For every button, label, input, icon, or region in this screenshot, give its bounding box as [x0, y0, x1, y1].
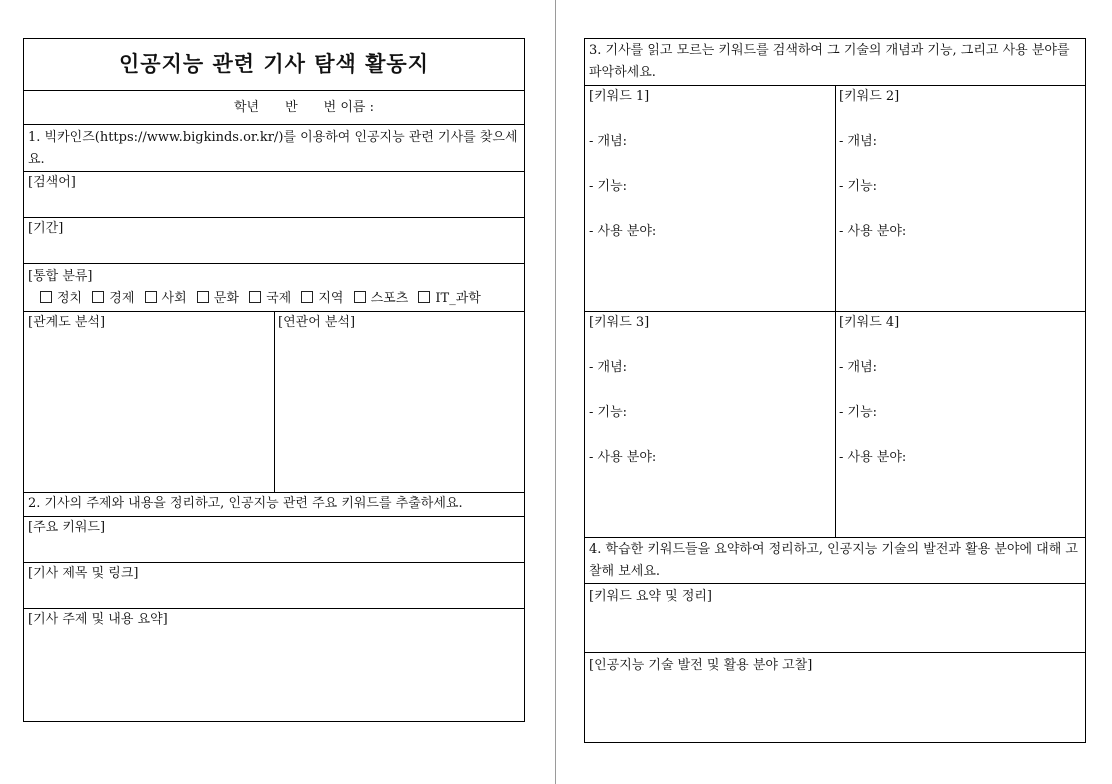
keywords-row-2: [585, 312, 1085, 538]
question-3-text: 3. 기사를 읽고 모르는 키워드를 검색하여 그 기술의 개념과 기능, 그리고 사용 분야를 파악하세요.: [589, 43, 1070, 80]
question-2-text: 2. 기사의 주제와 내용을 정리하고, 인공지능 관련 주요 키워드를 추출하세요.: [28, 496, 463, 511]
keyword-4-label: [키워드 4]: [839, 315, 900, 330]
keyword-4-concept: - 개념:: [839, 360, 878, 375]
search-term-row: [24, 172, 524, 218]
keyword-1-function: - 기능:: [589, 179, 628, 194]
checkbox-icon[interactable]: [301, 291, 313, 303]
keyword-divider: [835, 86, 836, 311]
related-words-label: [연관어 분석]: [278, 315, 356, 330]
main-keywords-label: [주요 키워드]: [28, 520, 106, 535]
article-summary-label: [기사 주제 및 내용 요약]: [28, 612, 168, 627]
category-option[interactable]: 스포츠: [354, 288, 409, 310]
question-1-text: 1. 빅카인즈(https://www.bigkinds.or.kr/)를 이용하여 인공지능 관련 기사를 찾으세요.: [28, 130, 518, 167]
worksheet-title: 인공지능 관련 기사 탐색 활동지: [119, 52, 429, 76]
relation-analysis-label: [관계도 분석]: [28, 315, 106, 330]
category-option[interactable]: 지역: [301, 288, 343, 310]
keyword-4-usage: - 사용 분야:: [839, 450, 907, 465]
main-keywords-row: [24, 517, 524, 563]
article-title-link-label: [기사 제목 및 링크]: [28, 566, 139, 581]
question-4-row: [585, 538, 1085, 584]
category-checkboxes: [40, 288, 487, 310]
keyword-3-usage: - 사용 분야:: [589, 450, 657, 465]
left-worksheet: [23, 38, 525, 722]
checkbox-icon[interactable]: [354, 291, 366, 303]
keyword-summary-row: [585, 584, 1085, 653]
keyword-1-label: [키워드 1]: [589, 89, 650, 104]
keyword-2-function: - 기능:: [839, 179, 878, 194]
keyword-4-function: - 기능:: [839, 405, 878, 420]
category-option[interactable]: 문화: [197, 288, 239, 310]
keyword-divider: [835, 312, 836, 537]
keyword-2-usage: - 사용 분야:: [839, 224, 907, 239]
keyword-3-concept: - 개념:: [589, 360, 628, 375]
article-title-row: [24, 563, 524, 609]
period-label: [기간]: [28, 221, 64, 236]
category-option[interactable]: 국제: [249, 288, 291, 310]
analysis-divider: [274, 312, 275, 492]
search-term-label: [검색어]: [28, 175, 76, 190]
keyword-2-label: [키워드 2]: [839, 89, 900, 104]
question-3-row: [585, 39, 1085, 86]
question-2-row: [24, 493, 524, 517]
analysis-row: [24, 312, 524, 493]
keyword-1-concept: - 개념:: [589, 134, 628, 149]
ai-consideration-row: [585, 653, 1085, 742]
category-label: [통합 분류]: [28, 269, 93, 284]
checkbox-icon[interactable]: [418, 291, 430, 303]
category-option[interactable]: 정치: [40, 288, 82, 310]
page-divider: [555, 0, 556, 784]
category-option[interactable]: 경제: [92, 288, 134, 310]
checkbox-icon[interactable]: [145, 291, 157, 303]
checkbox-icon[interactable]: [197, 291, 209, 303]
title-row: [24, 39, 524, 91]
category-row: [24, 264, 524, 312]
keyword-1-usage: - 사용 분야:: [589, 224, 657, 239]
student-info-label[interactable]: 학년 반 번 이름 :: [234, 100, 374, 115]
keywords-row-1: [585, 86, 1085, 312]
category-option[interactable]: 사회: [145, 288, 187, 310]
checkbox-icon[interactable]: [92, 291, 104, 303]
period-row: [24, 218, 524, 264]
question-1-row: [24, 125, 524, 172]
question-4-text: 4. 학습한 키워드들을 요약하여 정리하고, 인공지능 기술의 발전과 활용 분야에 대해 고찰해 보세요.: [589, 542, 1078, 579]
article-summary-row: [24, 609, 524, 721]
keyword-summary-label: [키워드 요약 및 정리]: [589, 589, 713, 604]
checkbox-icon[interactable]: [40, 291, 52, 303]
category-option[interactable]: IT_과학: [418, 288, 480, 310]
keyword-3-function: - 기능:: [589, 405, 628, 420]
checkbox-icon[interactable]: [249, 291, 261, 303]
keyword-3-label: [키워드 3]: [589, 315, 650, 330]
ai-consideration-label: [인공지능 기술 발전 및 활용 분야 고찰]: [589, 658, 813, 673]
student-info-row: [24, 91, 524, 125]
right-worksheet: [584, 38, 1086, 743]
keyword-2-concept: - 개념:: [839, 134, 878, 149]
